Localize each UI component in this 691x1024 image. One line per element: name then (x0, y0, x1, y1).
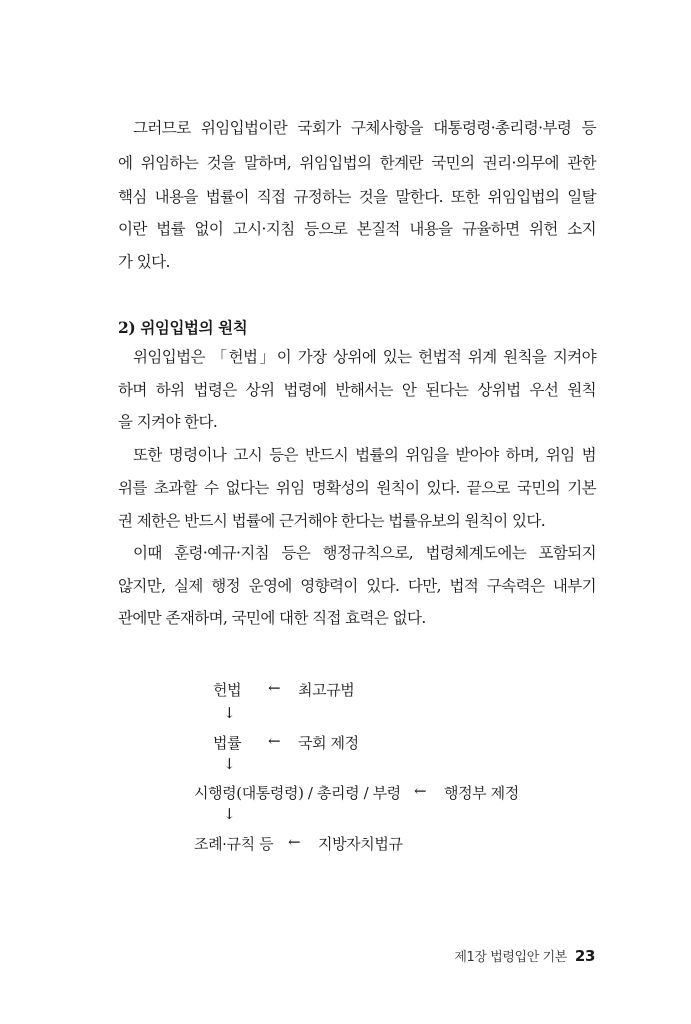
down-arrow-icon: ↓ (223, 805, 236, 823)
paragraph-line: 위를 초과할 수 없다는 위임 명확성의 원칙이 있다. 끝으로 국민의 기본 (118, 479, 596, 497)
paragraph-line: 에 위임하는 것을 말하며, 위임입법의 한계란 국민의 권리·의무에 관한 (118, 154, 596, 172)
paragraph-line: 하며 하위 법령은 상위 법령에 반해서는 안 된다는 상위법 우선 원칙 (118, 381, 596, 399)
down-arrow-icon: ↓ (223, 755, 236, 773)
left-arrow-icon: ← (288, 833, 301, 851)
paragraph-line: 관에만 존재하며, 국민에 대한 직접 효력은 없다. (118, 609, 426, 627)
hierarchy-level-ordinance: 조례·규칙 등 (194, 835, 274, 853)
hierarchy-note: 국회 제정 (298, 734, 359, 752)
hierarchy-level-law: 법률 (213, 734, 242, 752)
chapter-title: 제1장 법령입안 기본 (454, 950, 567, 965)
section-heading: 2) 위임입법의 원칙 (118, 318, 248, 337)
paragraph-line: 또한 명령이나 고시 등은 반드시 법률의 위임을 받아야 하며, 위임 범 (133, 446, 596, 464)
left-arrow-icon: ← (414, 782, 427, 800)
paragraph-line: 않지만, 실제 행정 운영에 영향력이 있다. 다만, 법적 구속력은 내부기 (118, 577, 596, 595)
paragraph-line: 이때 훈령·예규·지침 등은 행정규칙으로, 법령체계도에는 포함되지 (133, 544, 596, 562)
page-footer (454, 946, 595, 965)
hierarchy-note: 지방자치법규 (318, 835, 403, 853)
down-arrow-icon: ↓ (223, 704, 236, 722)
hierarchy-level-decree: 시행령(대통령령) / 총리령 / 부령 (194, 784, 401, 802)
hierarchy-note: 행정부 제정 (444, 784, 519, 802)
hierarchy-note: 최고규범 (298, 681, 355, 699)
paragraph-line: 권 제한은 반드시 법률에 근거해야 한다는 법률유보의 원칙이 있다. (118, 512, 546, 530)
left-arrow-icon: ← (268, 732, 281, 750)
page-number: 23 (574, 947, 595, 965)
left-arrow-icon: ← (268, 679, 281, 697)
paragraph-line: 이란 법률 없이 고시·지침 등으로 본질적 내용을 규율하면 위헌 소지 (118, 220, 596, 238)
paragraph-line: 위임입법은 「헌법」이 가장 상위에 있는 헌법적 위계 원칙을 지켜야 (133, 348, 596, 366)
paragraph-line: 핵심 내용을 법률이 직접 규정하는 것을 말한다. 또한 위임입법의 일탈 (118, 188, 596, 206)
paragraph-line: 을 지켜야 한다. (118, 413, 218, 431)
paragraph-line: 가 있다. (118, 253, 170, 271)
paragraph-line: 그러므로 위임입법이란 국회가 구체사항을 대통령령·총리령·부령 등 (133, 119, 596, 137)
hierarchy-level-constitution: 헌법 (213, 681, 242, 699)
